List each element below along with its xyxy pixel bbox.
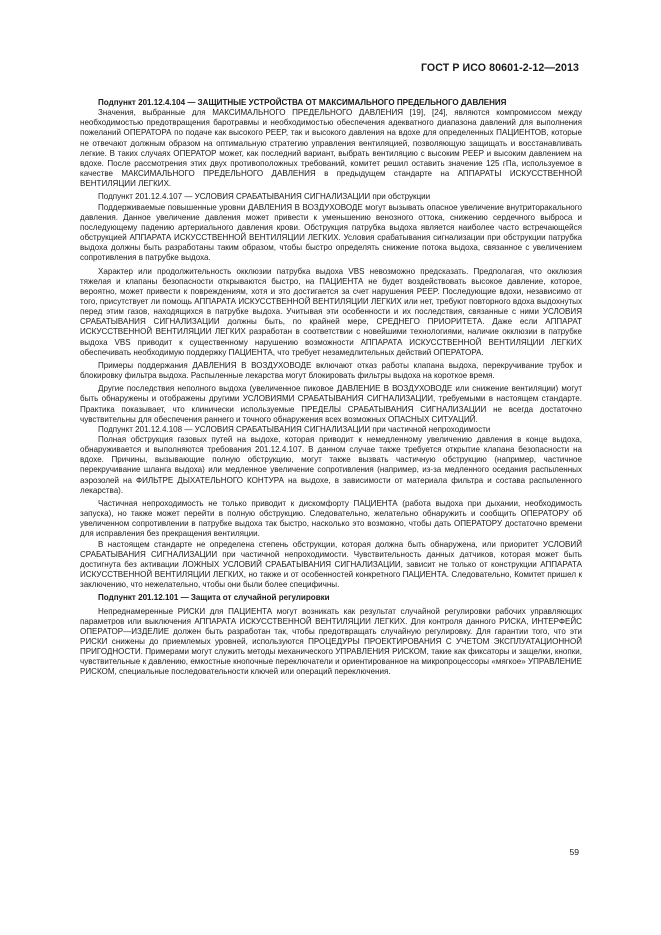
- page-number: 59: [569, 847, 579, 857]
- body-paragraph: В настоящем стандарте не определена степень обструкции, которая должна быть обнаружена, или приоритет УСЛОВИЙ СРАБАТЫВАНИЯ СИГНАЛИЗАЦИИ при частичной непроходимости. Чувствительность данных датчиков, которая может быть достигнута без активации ЛОЖНЫХ УСЛОВИЙ СРАБАТЫВАНИЯ СИГНАЛИЗАЦИИ, зависит не только от конструкции АППАРАТА ИСКУССТВЕННОЙ ВЕНТИЛЯЦИИ ЛЕГКИХ, но также и от особенностей конкретного ПАЦИЕНТА. Следовательно, Комитет пришел к заключению, что нежелательно, чтобы они были более специфичны.: [80, 539, 582, 590]
- document-body: [80, 98, 582, 678]
- section-heading: Подпункт 201.12.101 — Защита от случайной регулировки: [98, 593, 330, 603]
- subsection-title: Подпункт 201.12.4.108 — УСЛОВИЯ СРАБАТЫВАНИЯ СИГНАЛИЗАЦИИ при частичной непроходимости: [98, 424, 491, 434]
- section-heading: Подпункт 201.12.4.104 — ЗАЩИТНЫЕ УСТРОЙСТВА ОТ МАКСИМАЛЬНОГО ПРЕДЕЛЬНОГО ДАВЛЕНИЯ: [98, 98, 507, 107]
- body-paragraph: Поддерживаемые повышенные уровни ДАВЛЕНИЯ В ВОЗДУХОВОДЕ могут вызывать опасное увеличение внутриторакального давления. Данное увеличение давления может привести к уменьшению венозного оттока, снижению сердечного выброса и последующему падению артериального давления крови. Обструкция патрубка выдоха является наиболее часто встречающейся обструкцией АППАРАТА ИСКУССТВЕННОЙ ВЕНТИЛЯЦИИ ЛЕГКИХ. Условия срабатывания сигнализации при обструкции патрубка выдоха должны быть разработаны таким образом, чтобы быстро определять снижение потока выдоха, связанное с увеличением сопротивления в патрубке выдоха.: [80, 202, 582, 263]
- body-paragraph: Примеры поддержания ДАВЛЕНИЯ В ВОЗДУХОВОДЕ включают отказ работы клапана выдоха, перекручивание трубок и блокировку фильтра выдоха. Распыленные лекарства могут блокировать фильтры выдоха на короткое время.: [80, 360, 582, 381]
- body-paragraph: Полная обструкция газовых путей на выдохе, которая приводит к немедленному увеличению давления в конце выдоха, обнаруживается и выполняются требования 201.12.4.107. В данном случае также требуется открытие клапана безопасности на вдохе. Причины, вызывающие полную обструкцию, могут также вызвать частичную обструкцию (например, частичное перекручивание шланга выдоха) или медленное увеличение сопротивления (например, из-за медленного оседания распыленных аэрозолей на ФИЛЬТРЕ ДЫХАТЕЛЬНОГО КОНТУРА на выдохе, в зависимости от материала фильтра и состава распыленного лекарства).: [80, 435, 582, 495]
- body-paragraph: Частичная непроходимость не только приводит к дискомфорту ПАЦИЕНТА (работа выдоха при дыхании, необходимость запуска), но также может перейти в полную обструкцию. Следовательно, желательно обнаружить и сообщить ОПЕРАТОРУ об увеличенном сопротивлении в патрубке выдоха так быстро, насколько это возможно, чтобы дать ОПЕРАТОРУ достаточно времени для исправления без прекращения вентиляции.: [80, 498, 582, 539]
- body-paragraph: Характер или продолжительность окклюзии патрубка выдоха VBS невозможно предсказать. Предполагая, что окклюзия тяжелая и клапаны безопасности открываются быстро, на ПАЦИЕНТА не будет воздействовать высокое давление, которое, вероятно, может привести к повреждениям, хотя и это достигается за счет нарушения PEEP. Последующие вдохи, независимо от того, присутствует ли помощь АППАРАТА ИСКУССТВЕННОЙ ВЕНТИЛЯЦИИ ЛЕГКИХ или нет, требуют повторного вдоха выдохнутых перед этим газов, находящихся в патрубке выдоха. Учитывая эти особенности и их последствия, связанные с ними УСЛОВИЯ СРАБАТЫВАНИЯ СИГНАЛИЗАЦИИ должны быть, по крайней мере, СРЕДНЕГО ПРИОРИТЕТА. Даже если АППАРАТ ИСКУССТВЕННОЙ ВЕНТИЛЯЦИИ ЛЕГКИХ разработан в соответствии с новейшими технологиями, наличие окклюзии в патрубке выдоха VBS приводит к существенному нарушению возможности АППАРАТА ИСКУССТВЕННОЙ ВЕНТИЛЯЦИИ ЛЕГКИХ обеспечивать необходимую поддержку ПАЦИЕНТА, что требует незамедлительных действий ОПЕРАТОРА.: [80, 266, 582, 357]
- standard-header: ГОСТ Р ИСО 80601-2-12—2013: [420, 62, 579, 74]
- body-paragraph: Непреднамеренные РИСКИ для ПАЦИЕНТА могут возникать как результат случайной регулировки рабочих управляющих параметров или выключения АППАРАТА ИСКУССТВЕННОЙ ВЕНТИЛЯЦИИ ЛЕГКИХ. Для контроля данного РИСКА, ИНТЕРФЕЙС ОПЕРАТОР—ИЗДЕЛИЕ должен быть разработан так, чтобы предотвращать случайную регулировку. Для гарантии того, что эти РИСКИ снижены до приемлемых уровней, используются ПРОЦЕДУРЫ ПРОЕКТИРОВАНИЯ С УЧЕТОМ ЭКСПЛУАТАЦИОННОЙ ПРИГОДНОСТИ. Примерами могут служить методы механического УПРАВЛЕНИЯ РИСКОМ, такие как фиксаторы и защелки, кнопки, чувствительные к давлению, емкостные кнопочные переключатели и ориентированное на микропроцессоры «мягкое» УПРАВЛЕНИЕ РИСКОМ, специальные последовательности ключей или операций переключения.: [80, 606, 582, 677]
- subsection-title: Подпункт 201.12.4.107 — УСЛОВИЯ СРАБАТЫВАНИЯ СИГНАЛИЗАЦИИ при обструкции: [98, 192, 431, 202]
- body-paragraph: Значения, выбранные для МАКСИМАЛЬНОГО ПРЕДЕЛЬНОГО ДАВЛЕНИЯ [19], [24], являются компромиссом между необходимостью предотвращения баротравмы и необходимостью обеспечения адекватного диапазона давлений для выполнения пожеланий ОПЕРАТОРА по подаче как высокого PEEP, так и высокого давления на вдохе для определенных ПАЦИЕНТОВ, которые не отвечают должным образом на оптимальную стратегию управления вентиляцией, позволяющую защищать и восстанавливать легкие. В таких случаях ОПЕРАТОР может, как последний вариант, выбрать вентиляцию с высоким PEEP и высоким давлением на вдохе. После рассмотрения этих двух противоположных требований, комитет решил оставить значение 125 гПа, используемое в качестве МАКСИМАЛЬНОГО ПРЕДЕЛЬНОГО ДАВЛЕНИЯ в предыдущем стандарте на АППАРАТЫ ИСКУССТВЕННОЙ ВЕНТИЛЯЦИИ ЛЕГКИХ.: [80, 108, 582, 189]
- body-paragraph: Другие последствия неполного выдоха (увеличенное пиковое ДАВЛЕНИЕ В ВОЗДУХОВОДЕ или снижение вентиляции) могут быть обнаружены и отображены другими УСЛОВИЯМИ СРАБАТЫВАНИЯ СИГНАЛИЗАЦИИ, требуемыми в настоящем стандарте. Практика показывает, что клинически используемые ПРЕДЕЛЫ СРАБАТЫВАНИЯ СИГНАЛИЗАЦИИ не всегда достаточно чувствительны для обеспечения раннего и точного обнаружения всех возможных ОПАСНЫХ СИТУАЦИЙ.: [80, 384, 582, 424]
